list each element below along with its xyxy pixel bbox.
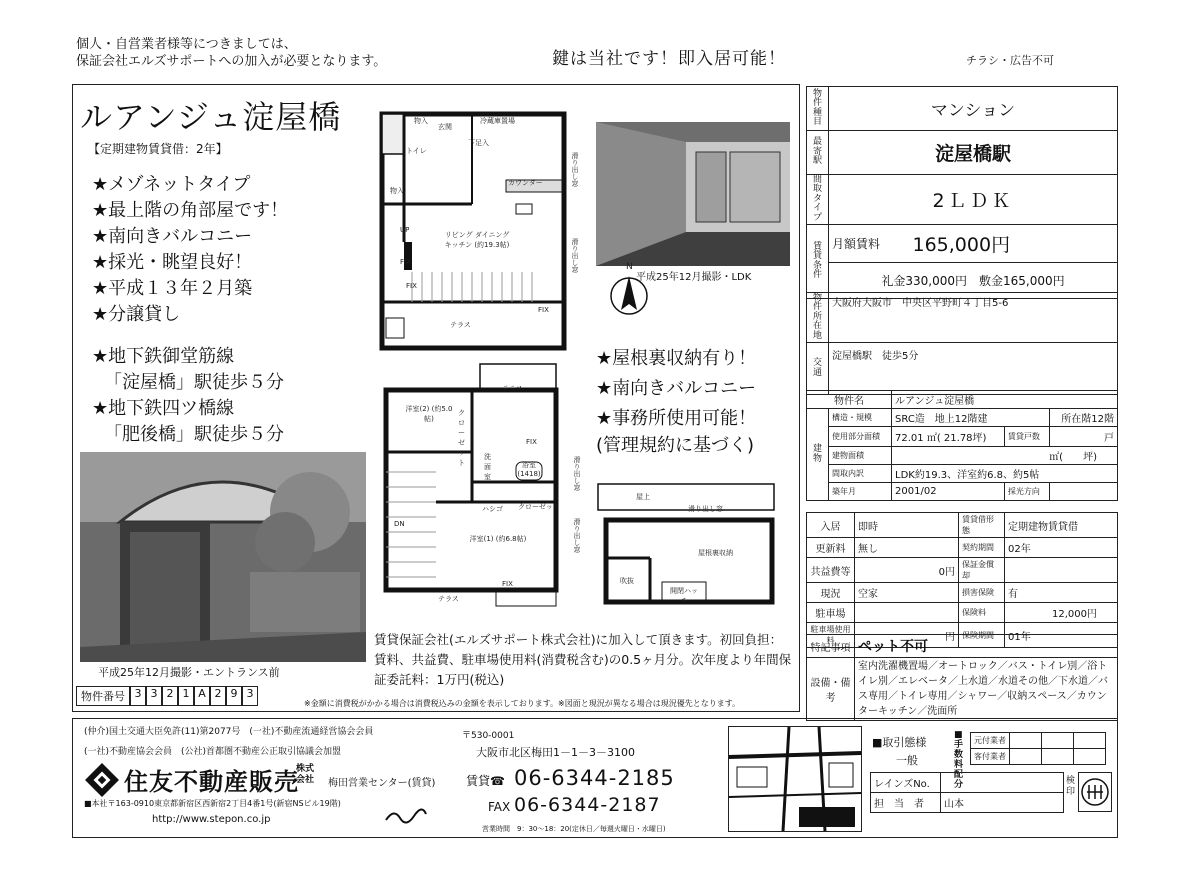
plan-bath-label: 浴室 (1418) — [517, 461, 541, 478]
plan-ldk-label: リビング ダイニング キッチン (約19.3帖) — [444, 231, 510, 249]
units-label: 賃貸戸数 — [1004, 427, 1049, 447]
feature-item: ★採光・眺望良好！ — [92, 252, 253, 273]
property-number-digit: 9 — [226, 686, 242, 706]
lease-form-value: 定期建物賃貸借 — [1005, 513, 1118, 538]
property-number-digit: 2 — [210, 686, 226, 706]
extra-item: ★屋根裏収納有り！ — [596, 348, 757, 369]
info-table-notes — [806, 634, 1118, 721]
address-value: 大阪府大阪市 中央区平野町４丁目5-6 — [829, 293, 1118, 343]
fee-row-value — [1074, 749, 1106, 765]
parking-fee-value: 円 — [855, 623, 959, 648]
fee-table — [970, 732, 1106, 765]
rent-label: 月額賃料 — [829, 225, 901, 263]
plan-closet2-label: クローゼット — [518, 503, 560, 511]
plan-terrace2-label: テラス — [502, 385, 523, 393]
deduction-label: 保証金償却 — [959, 558, 1005, 583]
company-url: http://www.stepon.co.jp — [152, 814, 271, 825]
renewal-value: 無し — [855, 538, 959, 558]
deal-label: ■取引態様 — [872, 736, 927, 749]
insurance-value: 有 — [1005, 583, 1118, 603]
facilities-value: 室内洗濯機置場／オートロック／バス・トイレ別／浴トイレ別／エレベータ／上水道／水道その他／下水道／バス専用／トイレ専用／シャワー／収納スペース／カウンターキッチン／洗面所 — [855, 658, 1118, 721]
property-number-digit: 3 — [242, 686, 258, 706]
fee-row-value — [1042, 749, 1074, 765]
plan-room2-label: 洋室(2) (約5.0帖) — [405, 405, 453, 423]
bldg-name-label: 物件名 — [807, 391, 892, 409]
north-arrow — [608, 262, 650, 320]
company-suffix: 株式会社 — [296, 764, 315, 785]
type-value: マンション — [829, 87, 1118, 131]
guarantee-fee-label: 保険料 — [959, 603, 1005, 623]
address-label: 物件所在地 — [807, 293, 829, 343]
fee-row-value — [1042, 733, 1074, 749]
extras-list — [596, 344, 756, 458]
guarantee-fee-value: 12,000円 — [1005, 603, 1118, 623]
fee-label: ■手数料配分 — [954, 730, 964, 790]
lease-tag: 【定期建物賃貸借：2年】 — [88, 142, 228, 156]
type-label: 物件種目 — [807, 87, 829, 131]
light-value — [1049, 483, 1117, 501]
floor-value: 所在階12階 — [1049, 409, 1117, 427]
room-detail: LDK約19.3、洋室約6.8、約5帖 — [892, 465, 1118, 483]
property-number-label: 物件番号 — [76, 686, 130, 706]
plan-storage2-label: 物入 — [390, 187, 404, 195]
floor-plan-lower — [376, 362, 588, 612]
insurance-label: 損害保険 — [959, 583, 1005, 603]
feature-item: ★平成１３年２月築 — [92, 278, 253, 299]
plan-counter-label: カウンター — [508, 179, 543, 187]
property-number-row — [76, 686, 258, 706]
business-hours: 営業時間 9：30～18：20(定休日／毎週火曜日・水曜日) — [482, 825, 666, 833]
property-number-digit: 1 — [178, 686, 194, 706]
plan-toilet-label: トイレ — [406, 147, 427, 155]
facilities-label: 設備・備考 — [807, 658, 855, 721]
parking-fee-label: 駐車場使用料 — [807, 623, 855, 648]
access-item: 「淀屋橋」駅徒歩５分 — [104, 372, 284, 393]
rent-section-label: 賃貸条件 — [807, 225, 829, 299]
fee-row-value — [1074, 733, 1106, 749]
plan-window5-label: 滑り出し窓 — [688, 505, 723, 513]
fee-row-label: 客付業者 — [971, 749, 1010, 765]
reins-value — [941, 773, 1064, 793]
north-label: N — [626, 262, 633, 272]
access-item: ★地下鉄御堂筋線 — [92, 346, 235, 367]
deal-value: 一般 — [896, 754, 918, 767]
access-item: 「肥後橋」駅徒歩５分 — [104, 424, 284, 445]
bldg-area-label: 建物面積 — [829, 447, 892, 465]
common-label: 共益費等 — [807, 558, 855, 583]
company-address: 大阪市北区梅田1－1－3－3100 — [476, 746, 635, 759]
plan-room1-label: 洋室(1) (約6.8帖) — [469, 535, 527, 543]
staff-label: 担 当 者 — [871, 793, 941, 813]
plan-window-label: 滑り出し窓 — [571, 152, 579, 187]
movein-label: 入居 — [807, 513, 855, 538]
plan-window4-label: 滑り出し窓 — [573, 518, 581, 553]
light-label: 採光方向 — [1004, 483, 1049, 501]
plan-dn-label: DN — [394, 520, 405, 528]
term-label: 契約期間 — [959, 538, 1005, 558]
info-table-terms — [806, 512, 1118, 648]
company-logo — [82, 760, 122, 800]
built-label: 築年月 — [829, 483, 892, 501]
plan-ladder-label: ハシゴ — [482, 505, 503, 513]
status-value: 空家 — [855, 583, 959, 603]
deposit-value: 礼金330,000円 敷金165,000円 — [829, 263, 1118, 299]
ins-term-label: 保険期間 — [959, 623, 1005, 648]
feature-item: ★南向きバルコニー — [92, 226, 253, 247]
access-label: 交通 — [807, 343, 829, 395]
license-line2: (一社)不動産協会会員 (公社)首都圏不動産公正取引協議会加盟 — [84, 747, 342, 757]
tel-label: 賃貸☎ — [466, 774, 505, 788]
area-value: 72.01 ㎡( 21.78坪) — [892, 427, 1005, 447]
reins-table — [870, 772, 1064, 813]
signature-mark — [384, 806, 428, 826]
guarantee-text: 賃貸保証会社(エルズサポート株式会社)に加入して頂きます。初回負担：賃料、共益費、駐車場使用料(消費税含む)の0.5ヶ月分。次年度より年間保証委託料：1万円(税込) — [374, 632, 792, 687]
access-map — [728, 726, 862, 832]
plan-void-label: 吹抜 — [620, 577, 634, 585]
plan-wash-label: 洗面室 — [484, 453, 491, 481]
key-notice: 鍵は当社です！即入居可能！ — [552, 49, 786, 69]
fee-row-value — [1010, 749, 1042, 765]
info-table-location — [806, 292, 1118, 395]
layout-value: 2ＬＤＫ — [829, 175, 1118, 225]
units-value: 戸 — [1049, 427, 1117, 447]
feature-item: ★メゾネットタイプ — [92, 174, 251, 195]
fax-number: 06-6344-2187 — [514, 794, 661, 816]
entrance-caption: 平成25年12月撮影・エントランス前 — [98, 666, 280, 679]
entrance-photo — [80, 452, 366, 662]
feature-item: ★分譲貸し — [92, 304, 181, 325]
floor-plan-upper — [376, 92, 588, 354]
plan-window3-label: 滑り出し窓 — [573, 456, 581, 491]
term-value: 02年 — [1005, 538, 1118, 558]
reins-label: レインズNo. — [871, 773, 941, 793]
plan-entry-label: 玄関 — [438, 123, 452, 131]
plan-storage-label: 物入 — [414, 117, 428, 125]
floor-plan-attic — [596, 482, 788, 608]
header-notice — [76, 36, 386, 70]
hq-address: ■本社〒163-0910東京都新宿区西新宿2丁目4番1号(新宿NSビル19階) — [84, 799, 341, 808]
property-number-digit: A — [194, 686, 210, 706]
parking-label: 駐車場 — [807, 603, 855, 623]
plan-up-label: UP — [400, 226, 410, 234]
property-number-digit: 3 — [146, 686, 162, 706]
staff-value: 山本 — [941, 793, 1064, 813]
property-title: ルアンジュ淀屋橋 — [80, 98, 342, 136]
plan-terrace-label: テラス — [450, 321, 471, 329]
postal-code: 〒530-0001 — [462, 731, 515, 741]
flyer-notice: チラシ・広告不可 — [966, 54, 1054, 67]
tel-number: 06-6344-2185 — [514, 766, 675, 790]
deduction-value — [1005, 558, 1118, 583]
built-value: 2001/02 — [892, 483, 1005, 501]
license-line1: (仲介)国土交通大臣免許(11)第2077号 (一社)不動産流通経営協会会員 — [84, 727, 374, 737]
plan-fix5-label: FIX — [502, 580, 513, 588]
plan-closet-label: クローゼット — [458, 409, 465, 467]
access-list — [92, 344, 284, 448]
renewal-label: 更新料 — [807, 538, 855, 558]
movein-value: 即時 — [855, 513, 959, 538]
common-value: 0円 — [855, 558, 959, 583]
branch-name: 梅田営業センター(賃貸) — [328, 778, 436, 789]
area-label: 使用部分面積 — [829, 427, 892, 447]
access-item: ★地下鉄四ツ橋線 — [92, 398, 235, 419]
extra-item: ★事務所使用可能！ — [596, 408, 757, 429]
fee-row-value — [1010, 733, 1042, 749]
layout-label: 間取タイプ — [807, 175, 829, 225]
special-label: 特記事項 — [807, 635, 855, 658]
station-value: 淀屋橋駅 — [829, 131, 1118, 175]
tax-note: ※金額に消費税がかかる場合は消費税込みの金額を表示しております。※図面と現況が異なる場合は現況優先となります。 — [304, 699, 741, 708]
ins-term-value: 01年 — [1005, 623, 1118, 648]
bldg-area-value: ㎡( 坪) — [892, 447, 1118, 465]
notice-line2: 保証会社エルズサポートへの加入が必要となります。 — [76, 54, 387, 69]
plan-attic-label: 屋根裏収納 — [698, 549, 733, 557]
plan-shoebox-label: 下足入 — [468, 139, 489, 147]
rent-value: 165,000円 — [901, 225, 1118, 263]
fax-label: FAX — [488, 800, 511, 814]
special-value: ペット不可 — [855, 635, 1118, 658]
plan-fix4-label: FIX — [526, 438, 537, 446]
property-number-digit: 2 — [162, 686, 178, 706]
plan-hatch-label: 開閉ハッチ — [670, 587, 698, 605]
plan-roof-label: 屋上 — [636, 493, 650, 501]
fee-row-label: 元付業者 — [971, 733, 1010, 749]
parking-value — [855, 603, 959, 623]
ldk-photo — [596, 122, 790, 266]
structure-value: SRC造 地上12階建 — [892, 409, 1049, 427]
access-value: 淀屋橋駅 徒歩5分 — [829, 343, 1118, 395]
plan-fix3-label: FIX — [538, 306, 549, 314]
plan-fridge-label: 冷蔵庫置場 — [480, 117, 515, 125]
status-label: 現況 — [807, 583, 855, 603]
bldg-name-value: ルアンジュ淀屋橋 — [892, 391, 1118, 409]
room-label: 間取内訳 — [829, 465, 892, 483]
extra-item: (管理規約に基づく) — [596, 435, 755, 456]
station-label: 最寄駅 — [807, 131, 829, 175]
plan-fix-label: FIX — [400, 258, 411, 266]
feature-item: ★最上階の角部屋です！ — [92, 200, 289, 221]
plan-fix2-label: FIX — [406, 282, 417, 290]
seal-stamp — [1078, 772, 1112, 812]
plan-window2-label: 滑り出し窓 — [571, 238, 579, 273]
plan-terrace3-label: テラス — [438, 595, 459, 603]
bldg-label: 建物 — [807, 409, 829, 501]
seal-label: 検印 — [1066, 776, 1076, 797]
extra-item: ★南向きバルコニー — [596, 378, 757, 399]
feature-list — [92, 172, 288, 328]
info-table-building — [806, 390, 1118, 501]
structure-label: 構造・規模 — [829, 409, 892, 427]
lease-form-label: 賃貸借形態 — [959, 513, 1005, 538]
company-name: 住友不動産販売 — [124, 768, 299, 796]
info-table-top — [806, 86, 1118, 299]
ldk-caption: 平成25年12月撮影・LDK — [636, 272, 752, 283]
property-number-digit: 3 — [130, 686, 146, 706]
notice-line1: 個人・自営業者様等につきましては、 — [76, 37, 297, 52]
